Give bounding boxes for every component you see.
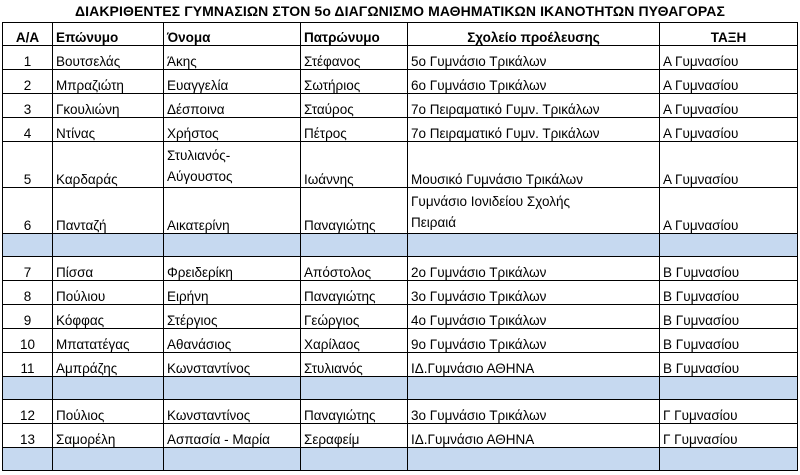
cell-father: Σωτήριος	[301, 70, 408, 94]
cell-class: Α Γυμνασίου	[660, 188, 798, 234]
cell-aa: 2	[3, 70, 53, 94]
cell-school: 3ο Γυμνάσιο Τρικάλων	[408, 281, 660, 305]
cell-aa: 10	[3, 329, 53, 353]
cell-school: Μουσικό Γυμνάσιο Τρικάλων	[408, 142, 660, 188]
header-name: Όνομα	[164, 23, 301, 46]
cell-school: 2ο Γυμνάσιο Τρικάλων	[408, 257, 660, 281]
cell-school: ΙΔ.Γυμνάσιο ΑΘΗΝΑ	[408, 424, 660, 448]
cell-surname: Βουτσελάς	[53, 46, 164, 70]
cell-surname: Σαμορέλη	[53, 424, 164, 448]
cell-surname: Κόφφας	[53, 305, 164, 329]
cell-school: 7ο Πειραματικό Γυμν. Τρικάλων	[408, 118, 660, 142]
table-row	[3, 281, 798, 305]
table-row	[3, 257, 798, 281]
cell-name: Φρειδερίκη	[164, 257, 301, 281]
cell-father: Σταύρος	[301, 94, 408, 118]
table-row	[3, 353, 798, 377]
cell-surname: Ντίνας	[53, 118, 164, 142]
cell-aa: 5	[3, 142, 53, 188]
cell-father: Χαρίλαος	[301, 329, 408, 353]
separator-row	[3, 448, 798, 471]
cell-class: Γ Γυμνασίου	[660, 424, 798, 448]
separator-row	[3, 234, 798, 257]
cell-surname: Πούλιου	[53, 281, 164, 305]
cell-class: Β Γυμνασίου	[660, 353, 798, 377]
cell-father: Στυλιανός	[301, 353, 408, 377]
cell-aa: 4	[3, 118, 53, 142]
cell-aa: 9	[3, 305, 53, 329]
header-father: Πατρώνυμο	[301, 23, 408, 46]
cell-school: 6ο Γυμνάσιο Τρικάλων	[408, 70, 660, 94]
cell-father: Ιωάννης	[301, 142, 408, 188]
cell-surname: Αμπράζης	[53, 353, 164, 377]
cell-class: Β Γυμνασίου	[660, 329, 798, 353]
cell-school-line1: Γυμνάσιο Ιονιδείου Σχολής	[411, 194, 571, 209]
cell-aa: 11	[3, 353, 53, 377]
header-aa: Α/Α	[3, 23, 53, 46]
cell-name: Δέσποινα	[164, 94, 301, 118]
cell-father: Γεώργιος	[301, 305, 408, 329]
results-table	[2, 22, 798, 471]
cell-surname: Γκουλιώνη	[53, 94, 164, 118]
cell-class: Β Γυμνασίου	[660, 257, 798, 281]
cell-surname: Πίσσα	[53, 257, 164, 281]
cell-name: Άκης	[164, 46, 301, 70]
header-surname: Επώνυμο	[53, 23, 164, 46]
table-row	[3, 94, 798, 118]
cell-father: Παναγιώτης	[301, 281, 408, 305]
separator-row	[3, 377, 798, 400]
cell-aa: 6	[3, 188, 53, 234]
table-row	[3, 46, 798, 70]
cell-school-line2: Πειραιά	[411, 215, 457, 230]
header-class: ΤΑΞΗ	[660, 23, 798, 46]
cell-class: Α Γυμνασίου	[660, 118, 798, 142]
cell-school: 3ο Γυμνάσιο Τρικάλων	[408, 400, 660, 424]
cell-school: 7ο Πειραματικό Γυμν. Τρικάλων	[408, 94, 660, 118]
cell-class: Α Γυμνασίου	[660, 46, 798, 70]
cell-father: Παναγιώτης	[301, 188, 408, 234]
table-row	[3, 118, 798, 142]
table-row	[3, 424, 798, 448]
table-row	[3, 142, 798, 188]
cell-class: Γ Γυμνασίου	[660, 400, 798, 424]
cell-name: Αθανάσιος	[164, 329, 301, 353]
cell-father: Στέφανος	[301, 46, 408, 70]
cell-name: Στέργιος	[164, 305, 301, 329]
cell-surname: Πανταζή	[53, 188, 164, 234]
table-row	[3, 400, 798, 424]
cell-name: Ασπασία - Μαρία	[164, 424, 301, 448]
cell-name: Ευαγγελία	[164, 70, 301, 94]
cell-school: 5ο Γυμνάσιο Τρικάλων	[408, 46, 660, 70]
cell-name: Χρήστος	[164, 118, 301, 142]
cell-surname: Μπραζιώτη	[53, 70, 164, 94]
cell-surname: Καρδαράς	[53, 142, 164, 188]
cell-class: Α Γυμνασίου	[660, 142, 798, 188]
cell-father: Απόστολος	[301, 257, 408, 281]
page-title: ΔΙΑΚΡΙΘΕΝΤΕΣ ΓΥΜΝΑΣΙΩΝ ΣΤΟΝ 5ο ΔΙΑΓΩΝΙΣΜΟ ΜΑΘΗΜΑΤΙΚΩΝ ΙΚΑΝΟΤΗΤΩΝ ΠΥΘΑΓΟΡΑΣ	[74, 3, 726, 19]
cell-surname: Πούλιος	[53, 400, 164, 424]
cell-aa: 13	[3, 424, 53, 448]
cell-school: 9ο Γυμνάσιο Τρικάλων	[408, 329, 660, 353]
cell-name: Κωνσταντίνος	[164, 400, 301, 424]
header-school: Σχολείο προέλευσης	[408, 23, 660, 46]
cell-name: Ειρήνη	[164, 281, 301, 305]
cell-class: Β Γυμνασίου	[660, 305, 798, 329]
cell-father: Σεραφείμ	[301, 424, 408, 448]
cell-aa: 12	[3, 400, 53, 424]
cell-surname: Μπατατέγας	[53, 329, 164, 353]
cell-class: Α Γυμνασίου	[660, 94, 798, 118]
cell-name	[164, 142, 301, 188]
table-row	[3, 70, 798, 94]
cell-name: Αικατερίνη	[164, 188, 301, 234]
cell-name: Κωνσταντίνος	[164, 353, 301, 377]
cell-school	[408, 188, 660, 234]
cell-aa: 3	[3, 94, 53, 118]
cell-aa: 1	[3, 46, 53, 70]
cell-aa: 7	[3, 257, 53, 281]
table-row	[3, 188, 798, 234]
cell-aa: 8	[3, 281, 53, 305]
cell-class: Β Γυμνασίου	[660, 281, 798, 305]
cell-father: Παναγιώτης	[301, 400, 408, 424]
cell-class: Α Γυμνασίου	[660, 70, 798, 94]
table-row	[3, 329, 798, 353]
cell-school: 4ο Γυμνάσιο Τρικάλων	[408, 305, 660, 329]
cell-school: ΙΔ.Γυμνάσιο ΑΘΗΝΑ	[408, 353, 660, 377]
cell-name-line1: Στυλιανός-	[167, 148, 231, 163]
header-row	[3, 23, 798, 46]
cell-father: Πέτρος	[301, 118, 408, 142]
table-row	[3, 305, 798, 329]
cell-name-line2: Αύγουστος	[167, 169, 233, 184]
